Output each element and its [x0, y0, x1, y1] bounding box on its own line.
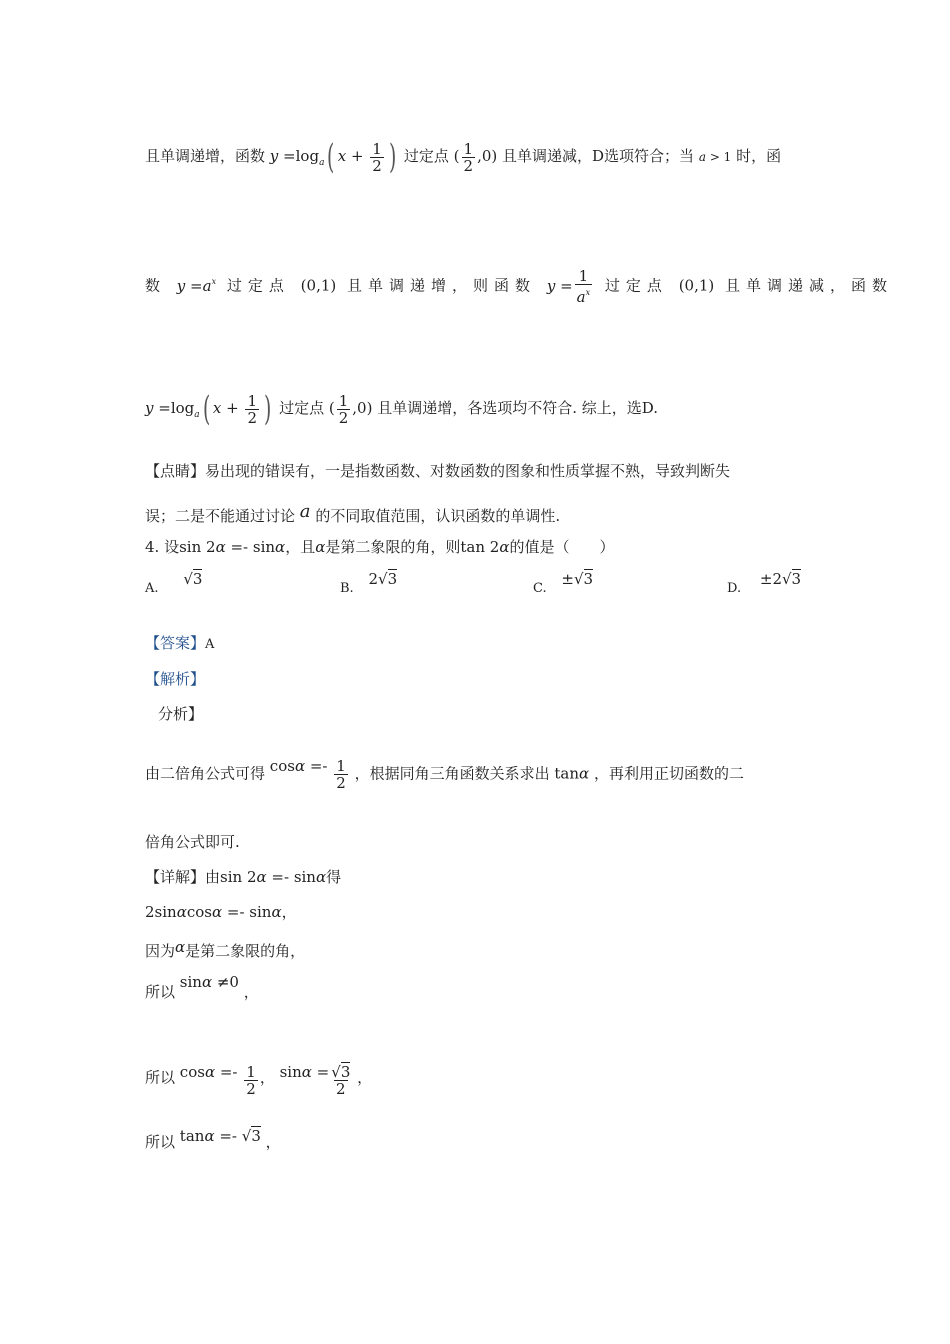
answer-value: A — [205, 637, 215, 652]
text-segment: 倍角公式即可. — [145, 833, 240, 851]
math-point: (0,1) — [300, 276, 337, 295]
text-segment: 过定点 — [403, 147, 449, 165]
text-segment: 所以 — [145, 983, 176, 1001]
option-value: 2√3 — [368, 570, 398, 588]
option-label: B. — [340, 581, 354, 596]
math-recip-exp-function: y = $\frac{1}{a^x}$ — [546, 267, 591, 306]
answer-label: 【答案】 — [145, 634, 206, 652]
detail-line-6 — [145, 1127, 281, 1151]
math-sin-nonzero: sinα ≠0 — [179, 973, 239, 991]
text-segment: 过定点 — [226, 276, 290, 295]
text-segment: 误；二是不能通过讨论 — [145, 507, 296, 525]
math-alpha: α — [175, 938, 186, 956]
math-tan-alpha: tanα — [554, 764, 590, 783]
math-alpha: α — [315, 538, 326, 556]
math-log-function: $y =\log_a$( x + $\frac{1}{2}$ ) — [145, 389, 272, 429]
tip-label: 【点睛】 — [145, 462, 206, 480]
detail-line-2 — [145, 905, 297, 920]
math-sin-value: sinα = $\frac{√3}{2}$ — [279, 1062, 351, 1098]
text-segment: 是第二象限的角， — [185, 942, 306, 960]
math-point: (0,1) — [678, 276, 715, 295]
text-segment: ， — [357, 1068, 373, 1087]
question-number: 4. 设 — [145, 538, 180, 556]
text-segment: 数 — [145, 276, 167, 295]
explain-line-1 — [145, 758, 744, 791]
option-c[interactable] — [533, 570, 594, 596]
math-condition: a > 1 — [698, 150, 732, 164]
text-segment: 易出现的错误有，一是指数函数、对数函数的图象和性质掌握不熟，导致判断失 — [205, 462, 731, 480]
math-log-function: $y =\log_a$( x + $\frac{1}{2}$ ) — [269, 137, 397, 177]
text-line-2 — [145, 268, 893, 305]
tip-line-1 — [145, 464, 730, 479]
math-point: ( $\frac{1}{2}$ ,0) — [453, 139, 498, 175]
text-segment: 所以 — [145, 1068, 176, 1087]
text-segment: 得 — [326, 868, 342, 886]
option-value: ±√3 — [561, 570, 594, 588]
text-line-3 — [145, 389, 659, 429]
question-4 — [145, 540, 614, 555]
text-segment: 时，函 — [736, 147, 782, 165]
option-b[interactable] — [340, 570, 398, 596]
tip-line-2 — [145, 503, 560, 524]
math-equation: 2sinαcosα =- sinα — [145, 903, 282, 921]
detail-line-1 — [145, 870, 341, 885]
text-segment: ， — [243, 983, 259, 1001]
detail-line-3 — [145, 940, 305, 959]
text-segment: ，且 — [285, 538, 316, 556]
text-segment: ， — [281, 903, 297, 921]
text-segment: 由二倍角公式可得 — [145, 764, 266, 783]
option-value: √3 — [183, 570, 203, 588]
answer-line — [145, 636, 214, 651]
text-segment: 是第二象限的角，则 — [325, 538, 461, 556]
text-segment: 的不同取值范围，认识函数的单调性. — [315, 507, 561, 525]
text-segment: ，根据同角三角函数关系求出 — [354, 764, 550, 783]
analysis-sub-line — [158, 707, 203, 722]
math-equation: sin 2α =- sinα — [179, 538, 286, 556]
text-segment: 且单调递增，函数 — [145, 147, 266, 165]
math-cos-value: cosα =- $\frac{1}{2}$ — [179, 1062, 256, 1098]
text-segment: 因为 — [145, 942, 176, 960]
text-segment: 且单调递增，各选项均不符合. 综上，选D. — [377, 399, 659, 417]
option-d[interactable] — [727, 570, 802, 596]
text-segment: 且单调递减，D选项符合；当 — [502, 147, 695, 165]
math-exp-function: $y =a^x$ — [176, 276, 217, 295]
detail-line-5 — [145, 1062, 373, 1098]
math-equation: sin 2α =- sinα — [220, 868, 327, 886]
math-tan-value: tanα =- √3 — [179, 1127, 261, 1145]
math-tan2a: tan 2α — [460, 538, 510, 556]
text-segment: 过定点 — [604, 276, 668, 295]
text-line-1 — [145, 137, 782, 177]
option-label: D. — [727, 581, 742, 596]
option-a[interactable] — [145, 570, 203, 596]
text-segment: ， — [259, 1068, 275, 1087]
option-label: A. — [145, 581, 159, 596]
analysis-label: 【解析】 — [145, 670, 206, 688]
text-segment: 且单调递增，则函数 — [347, 276, 537, 295]
explain-line-2 — [145, 835, 240, 850]
math-var-a: a — [299, 501, 311, 522]
text-segment: 且单调递减，函数 — [725, 276, 894, 295]
math-cos-value: cosα =- $\frac{1}{2}$ — [269, 756, 346, 792]
option-label: C. — [533, 581, 547, 596]
detail-line-4 — [145, 973, 259, 1001]
option-value: ±2√3 — [759, 570, 802, 588]
text-segment: ， — [265, 1133, 281, 1151]
text-segment: 由 — [205, 868, 221, 886]
text-segment: 的值是（ ） — [509, 538, 615, 556]
math-point: ( $\frac{1}{2}$ ,0) — [328, 391, 373, 427]
text-segment: ，再利用正切函数的二 — [593, 764, 744, 783]
analysis-sub-label: 分析】 — [158, 705, 204, 723]
detail-label: 【详解】 — [145, 868, 206, 886]
text-segment: 过定点 — [279, 399, 325, 417]
text-segment: 所以 — [145, 1133, 176, 1151]
analysis-label-line — [145, 672, 205, 687]
